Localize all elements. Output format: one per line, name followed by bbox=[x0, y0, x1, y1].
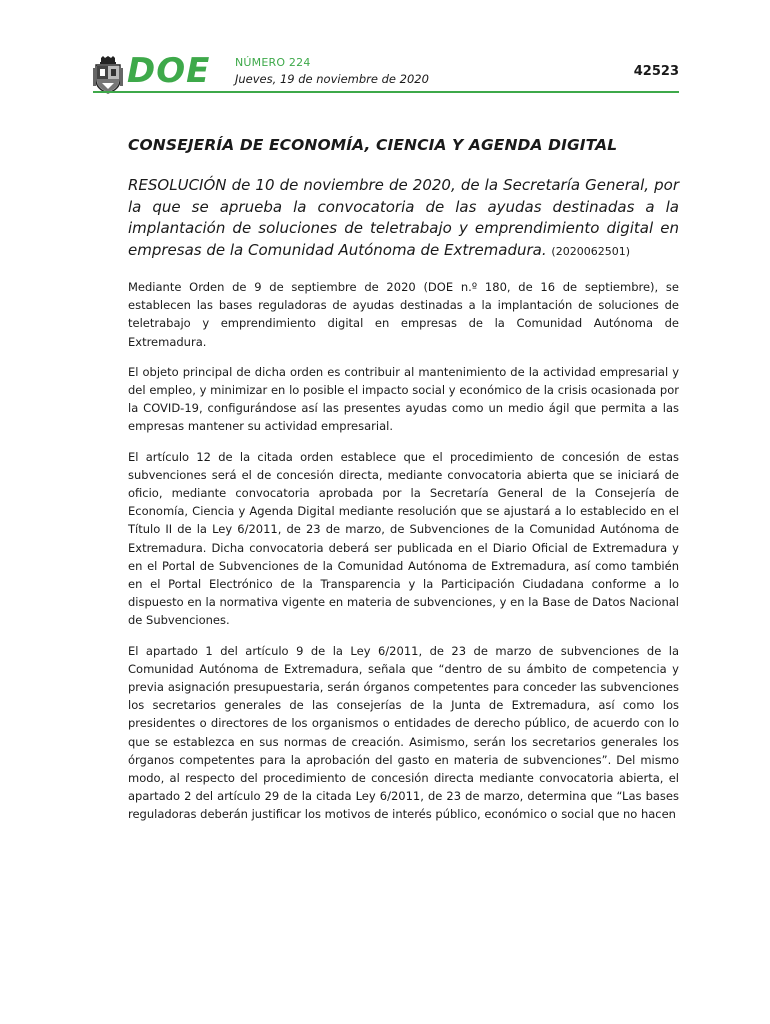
body-paragraph: El apartado 1 del artículo 9 de la Ley 6/2011, de 23 de marzo de subvenciones de la Comunidad Autónoma de Extremadura, señala que “dentro de su ámbito de competencia y previa asignación presupuestaria, serán órganos competentes para conceder las subvenciones los secretarios generales de las consejerías de la Junta de Extremadura, así como los presidentes o directores de los organismos o entidades de derecho público, de acuerdo con lo que se establezca en sus normas de creación. Asimismo, serán los secretarios generales los órganos competentes para la aprobación del gasto en materia de subvenciones”. Del mismo modo, al respecto del procedimiento de concesión directa mediante convocatoria abierta, el apartado 2 del artículo 29 de la citada Ley 6/2011, de 23 de marzo, determina que “Las bases reguladoras deberán justificar los motivos de interés público, económico o social que no hacen bbox=[128, 643, 679, 822]
resolution-code: (2020062501) bbox=[551, 244, 630, 258]
issue-date: Jueves, 19 de noviembre de 2020 bbox=[235, 72, 429, 86]
issue-number: NÚMERO 224 bbox=[235, 56, 311, 69]
doe-header bbox=[93, 52, 679, 96]
body-paragraph: El artículo 12 de la citada orden establece que el procedimiento de concesión de estas subvenciones será el de concesión directa, mediante convocatoria abierta que se iniciará de oficio, mediante convocatoria aprobada por la Secretaría General de la Consejería de Economía, Ciencia y Agenda Digital mediante resolución que se ajustará a lo establecido en el Título II de la Ley 6/2011, de 23 de marzo, de Subvenciones de la Comunidad Autónoma de Extremadura. Dicha convocatoria deberá ser publicada en el Diario Oficial de Extremadura y en el Portal de Subvenciones de la Comunidad Autónoma de Extremadura, así como también en el Portal Electrónico de la Transparencia y la Participación Ciudadana conforme a lo dispuesto en la normativa vigente en materia de subvenciones, y en la Base de Datos Nacional de Subvenciones. bbox=[128, 449, 679, 628]
resolution-text: RESOLUCIÓN de 10 de noviembre de 2020, de la Secretaría General, por la que se aprueba la convocatoria de las ayudas destinadas a la implantación de soluciones de teletrabajo y emprendimiento digital en empresas de la Comunidad Autónoma de Extremadura. bbox=[128, 176, 679, 259]
header-divider bbox=[93, 91, 679, 93]
body-paragraph: El objeto principal de dicha orden es contribuir al mantenimiento de la actividad empresarial y del empleo, y minimizar en lo posible el impacto social y económico de la crisis ocasionada por la COVID-19, configurándose así las presentes ayudas como un medio ágil que permita a las empresas mantener su actividad empresarial. bbox=[128, 364, 679, 434]
body-paragraph: Mediante Orden de 9 de septiembre de 2020 (DOE n.º 180, de 16 de septiembre), se establecen las bases reguladoras de ayudas destinadas a la implantación de soluciones de teletrabajo y emprendimiento digital en empresas de la Comunidad Autónoma de Extremadura. bbox=[128, 280, 679, 349]
coat-of-arms-icon bbox=[93, 56, 123, 94]
page-number: 42523 bbox=[633, 64, 679, 79]
section-title: CONSEJERÍA DE ECONOMÍA, CIENCIA Y AGENDA DIGITAL bbox=[128, 136, 618, 154]
resolution-heading bbox=[128, 175, 679, 262]
document-body bbox=[128, 134, 679, 836]
doe-logo: DOE bbox=[127, 51, 211, 91]
